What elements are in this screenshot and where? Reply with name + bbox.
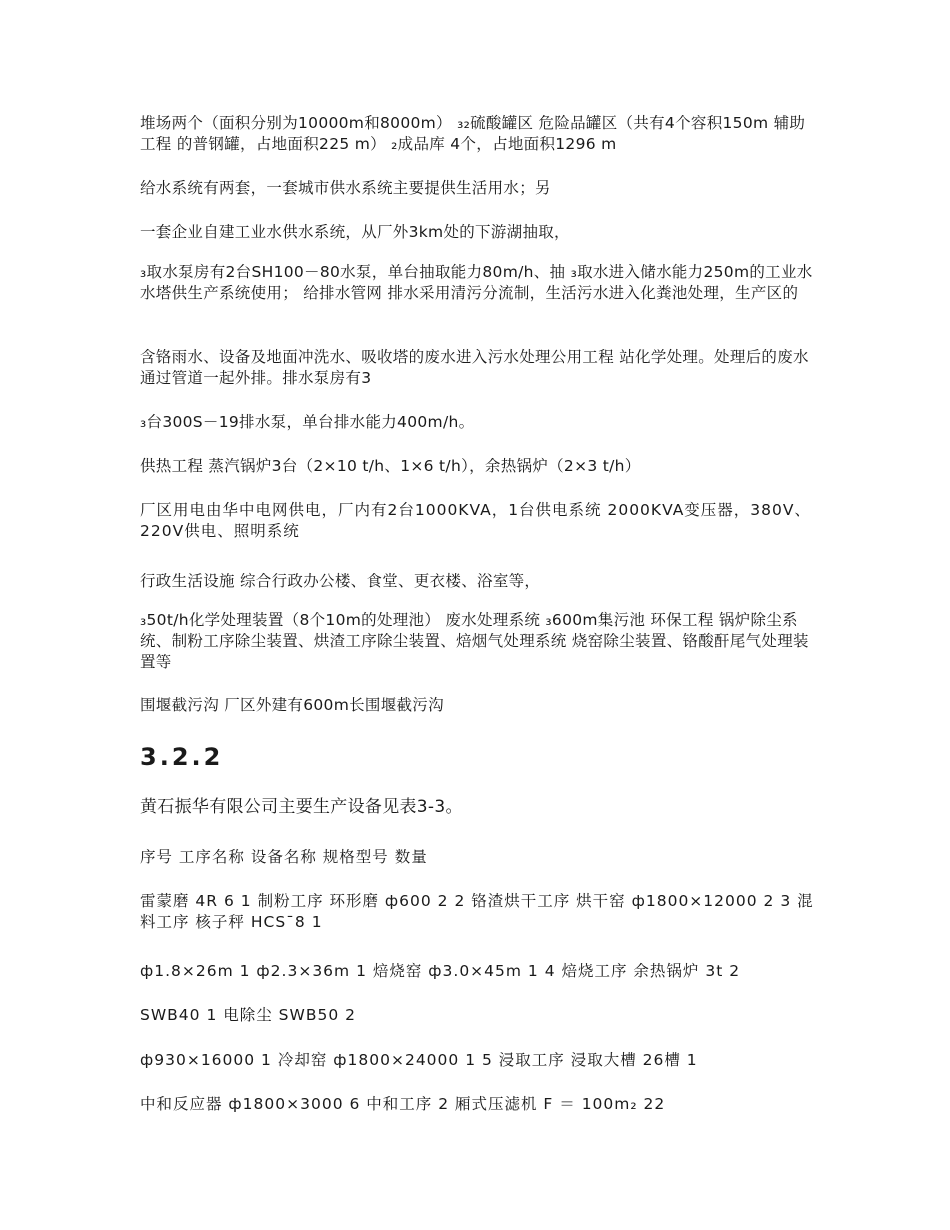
paragraph-storage: 堆场两个（面积分别为10000m和8000m） ₃₂硫酸罐区 危险品罐区（共有4个容积150m 辅助工程 的普钢罐，占地面积225 m） ₂成品库 4个，占地面积1296 m: [140, 114, 806, 153]
table-line: ф1.8×26m 1 ф2.3×36m 1 焙烧窑 ф3.0×45m 1 4 焙烧工序 余热锅炉 3t 2: [140, 962, 741, 980]
paragraph-power: 厂区用电由华中电网供电，厂内有2台1000KVA，1台供电系统 2000KVA变压器，380V、220V供电、照明系统: [140, 501, 811, 540]
table-header-line: 序号 工序名称 设备名称 规格型号 数量: [140, 848, 428, 866]
paragraph-admin: 行政生活设施 综合行政办公楼、食堂、更衣楼、浴室等，: [140, 572, 541, 590]
paragraph-water-supply: 给水系统有两套，一套城市供水系统主要提供生活用水；另: [140, 179, 551, 197]
paragraph-pump-house: ₃取水泵房有2台SH100－80水泵，单台抽取能力80m/h、抽 ₃取水进入储水能力250m的工业水水塔供生产系统使用； 给排水管网 排水采用清污分流制，生活污水进入化粪池处理，生产区的: [140, 263, 813, 302]
section-heading: 3.2.2: [140, 743, 224, 771]
paragraph-environmental: ₃50t/h化学处理装置（8个10m的处理池） 废水处理系统 ₃600m集污池 环保工程 锅炉除尘系统、制粉工序除尘装置、烘渣工序除尘装置、焙烟气处理系统 烧窑除尘装置、铬酸酐尾气处理装置等: [140, 611, 809, 671]
table-line: 雷蒙磨 4R 6 1 制粉工序 环形磨 ф600 2 2 铬渣烘干工序 烘干窑 ф1800×12000 2 3 混料工序 核子秤 HCS¯8 1: [140, 892, 814, 931]
paragraph-drain-pumps: ₃台300S－19排水泵，单台排水能力400m/h。: [140, 413, 475, 431]
paragraph-wastewater: 含铬雨水、设备及地面冲洗水、吸收塔的废水进入污水处理公用工程 站化学处理。处理后的废水通过管道一起外排。排水泵房有3: [140, 348, 809, 387]
paragraph-cofferdam: 围堰截污沟 厂区外建有600m长围堰截污沟: [140, 696, 444, 714]
table-line: ф930×16000 1 冷却窑 ф1800×24000 1 5 浸取工序 浸取大槽 26槽 1: [140, 1051, 698, 1069]
table-line: 中和反应器 ф1800×3000 6 中和工序 2 厢式压滤机 F ＝ 100m₂ 22: [140, 1095, 666, 1113]
table-line: SWB40 1 电除尘 SWB50 2: [140, 1006, 356, 1024]
paragraph-heating: 供热工程 蒸汽锅炉3台（2×10 t/h、1×6 t/h），余热锅炉（2×3 t/h）: [140, 457, 641, 475]
intro-text: 黄石振华有限公司主要生产设备见表3-3。: [140, 797, 463, 817]
paragraph-industrial-water: 一套企业自建工业水供水系统，从厂外3km处的下游湖抽取，: [140, 223, 570, 241]
